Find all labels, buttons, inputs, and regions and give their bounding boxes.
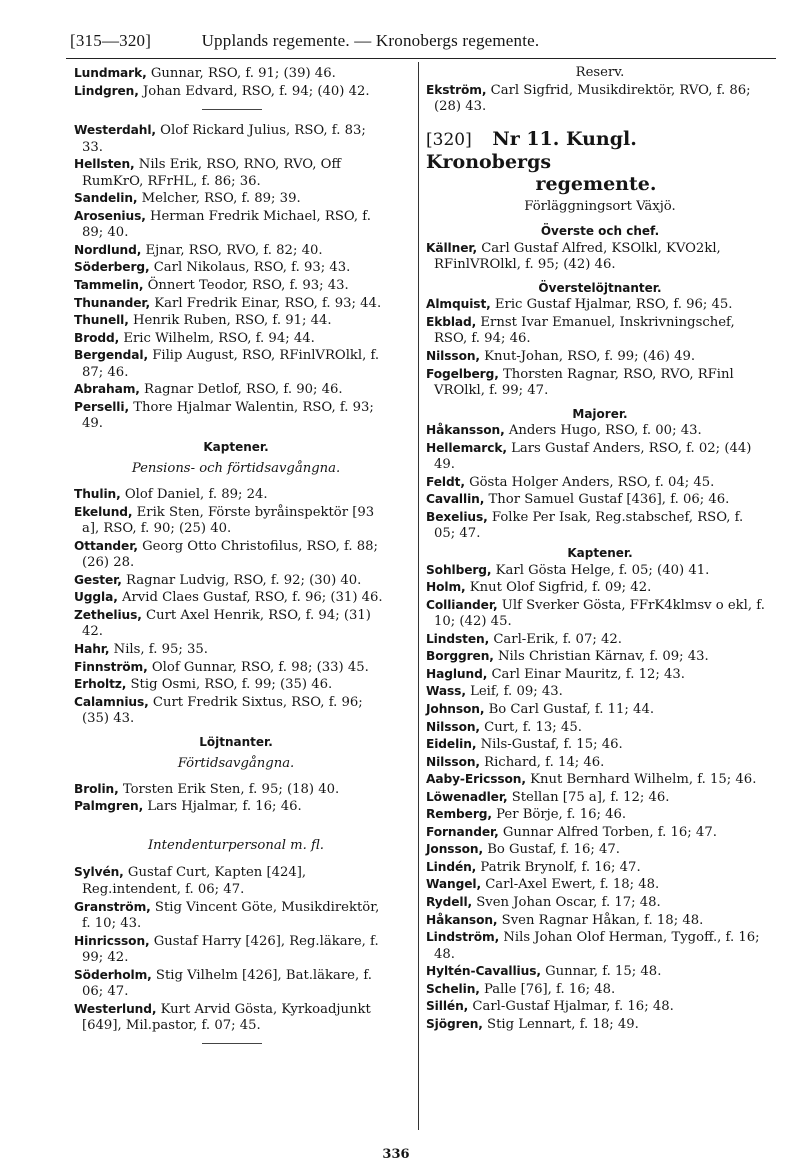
entry-surname: Hinricsson, [74,933,150,948]
entry-details: Ejnar, RSO, RVO, f. 82; 40. [145,242,323,258]
roster-entry [74,65,390,83]
section-heading: Löjtnanter. [199,734,273,749]
entry-surname: Hahr, [74,641,110,656]
entry-surname: Johnson, [426,701,485,716]
roster-entry [74,798,390,816]
entry-details: Lars Hjalmar, f. 16; 46. [147,799,302,815]
section-heading: Överste och chef. [540,224,660,239]
section-divider [202,109,262,110]
roster-entry [74,259,390,277]
roster-entry [74,242,390,260]
entry-details: Thorsten Ragnar, RSO, RVO, RFinl VROlkl, f. 99; 47. [434,366,734,399]
roster-entry [74,641,390,659]
entry-details: Stig Vincent Göte, Musikdirektör, f. 10; 43. [82,899,380,932]
entry-details: Nils Erik, RSO, RNO, RVO, Off RumKrO, RFrHL, f. 86; 36. [82,157,341,189]
section-heading: Kaptener. [203,439,269,454]
roster-entry [74,347,390,381]
roster-entry [426,509,766,543]
entry-details: Gustaf Harry [426], Reg.läkare, f. 99; 42. [82,933,379,966]
entry-surname: Feldt, [426,474,465,489]
entry-details: Karl Gösta Helge, f. 05; (40) 41. [495,562,710,578]
entry-details: Ulf Sverker Gösta, FFrK4klmsv o ekl, f. 10; (42) 45. [434,597,765,630]
entry-surname: Abraham, [74,382,140,397]
entry-details: Gunnar, RSO, f. 91; (39) 46. [150,66,336,81]
entry-surname: Gester, [74,572,122,587]
entry-surname: Ekelund, [74,504,133,519]
roster-entry [426,754,766,772]
roster-entry [74,933,390,967]
entry-surname: Thulin, [74,487,121,502]
entry-surname: Håkansson, [426,423,505,438]
entry-details: Anders Hugo, RSO, f. 00; 43. [508,423,702,439]
page-range: [315—320] [70,31,152,50]
subsection-heading: Förtidsavgångna. [177,756,295,772]
entry-surname: Sylvén, [74,865,124,880]
entry-details: Nils Christian Kärnav, f. 09; 43. [498,649,709,665]
entry-details: Lars Gustaf Anders, RSO, f. 02; (44) 49. [434,440,752,473]
roster-entry [74,312,390,330]
entry-surname: Eidelin, [426,737,477,752]
roster-entry [426,859,766,877]
entry-surname: Thunell, [74,313,129,328]
entry-list [74,122,390,433]
entry-details: Knut Bernhard Wilhelm, f. 15; 46. [530,772,757,788]
entry-details: Carl Gustaf Alfred, KSOlkl, KVO2kl, RFinlVROlkl, f. 95; (42) 46. [434,240,721,273]
entry-list [74,781,390,816]
entry-list [426,240,766,274]
entry-surname: Nordlund, [74,242,142,257]
entry-surname: Hellemarck, [426,440,507,455]
entry-details: Gunnar Alfred Torben, f. 16; 47. [502,824,717,840]
roster-entry [426,912,766,930]
roster-entry [74,504,390,538]
entry-surname: Westerdahl, [74,123,156,138]
roster-entry [74,83,390,101]
entry-details: Stellan [75 a], f. 12; 46. [511,789,670,805]
entry-details: Sven Johan Oscar, f. 17; 48. [476,894,661,910]
entry-details: Eric Gustaf Hjalmar, RSO, f. 96; 45. [494,297,733,313]
entry-details: Gunnar, f. 15; 48. [545,964,662,980]
entry-surname: Borggren, [426,649,494,664]
section-heading: Kaptener. [567,546,633,561]
entry-surname: Sillén, [426,999,469,1014]
entry-surname: Sandelin, [74,191,138,206]
entry-surname: Lindén, [426,859,477,874]
entry-details: Kurt Arvid Gösta, Kyrkoadjunkt [649], Mil.pastor, f. 07; 45. [82,1001,371,1034]
entry-details: Palle [76], f. 16; 48. [484,981,616,997]
roster-entry [426,348,766,366]
roster-entry [426,440,766,474]
entry-surname: Håkanson, [426,912,498,927]
entry-surname: Källner, [426,240,478,255]
entry-details: Carl Sigfrid, Musikdirektör, RVO, f. 86; (28) 43. [434,82,751,115]
section-heading: Överstelöjtnanter. [538,280,662,295]
entry-surname: Lundmark, [74,66,147,80]
roster-entry [74,381,390,399]
entry-surname: Colliander, [426,597,498,612]
entry-list [74,65,390,100]
roster-entry [426,929,766,963]
entry-surname: Hyltén-Cavallius, [426,964,541,979]
entry-details: Olof Rickard Julius, RSO, f. 83; 33. [82,123,366,155]
roster-entry [426,240,766,274]
entry-surname: Calamnius, [74,694,149,709]
roster-entry [426,998,766,1016]
entry-surname: Holm, [426,580,466,595]
entry-details: Curt Axel Henrik, RSO, f. 94; (31) 42. [82,607,371,640]
roster-entry [74,399,390,433]
entry-surname: Arosenius, [74,208,146,223]
entry-details: Carl-Gustaf Hjalmar, f. 16; 48. [472,999,674,1015]
entry-surname: Uggla, [74,590,118,605]
entry-details: Bo Carl Gustaf, f. 11; 44. [488,701,655,717]
entry-details: Thor Samuel Gustaf [436], f. 06; 46. [488,492,730,508]
roster-entry [74,607,390,641]
page-header [70,31,760,51]
entry-surname: Ekström, [426,82,487,97]
entry-surname: Lindgren, [74,83,139,98]
entry-surname: Fogelberg, [426,366,499,381]
entry-details: Carl-Erik, f. 07; 42. [493,631,622,647]
page-number: 336 [382,1147,410,1162]
entry-details: Curt, f. 13; 45. [484,719,582,735]
roster-entry [74,676,390,694]
entry-details: Melcher, RSO, f. 89; 39. [141,191,301,207]
roster-entry [74,694,390,728]
roster-entry [426,296,766,314]
entry-surname: Nilsson, [426,349,480,364]
entry-list [426,82,766,116]
regiment-name-cont: regemente. [535,172,657,195]
entry-surname: Löwenadler, [426,789,508,804]
entry-surname: Brodd, [74,330,120,345]
roster-entry [74,190,390,208]
roster-entry [426,701,766,719]
entry-details: Ragnar Ludvig, RSO, f. 92; (30) 40. [125,572,362,588]
entry-details: Erik Sten, Förste byråinspektör [93 a], RSO, f. 90; (25) 40. [82,504,375,537]
entry-surname: Hellsten, [74,157,135,172]
entry-surname: Tammelin, [74,278,144,293]
section-heading: Majorer. [572,406,628,421]
entry-details: Ragnar Detlof, RSO, f. 90; 46. [144,382,343,398]
entry-surname: Söderholm, [74,967,152,982]
entry-details: Ernst Ivar Emanuel, Inskrivningschef, RSO, f. 94; 46. [434,314,735,347]
roster-entry [426,597,766,631]
roster-entry [426,876,766,894]
entry-surname: Sjögren, [426,1016,483,1031]
entry-surname: Wangel, [426,877,482,892]
entry-list [74,864,390,1034]
left-column [74,65,390,1056]
roster-entry [426,981,766,999]
entry-surname: Palmgren, [74,799,144,814]
entry-details: Patrik Brynolf, f. 16; 47. [480,859,641,875]
entry-details: Richard, f. 14; 46. [484,754,605,770]
entry-details: Olof Daniel, f. 89; 24. [124,487,268,503]
roster-entry [426,82,766,116]
entry-surname: Söderberg, [74,260,150,275]
entry-surname: Remberg, [426,807,492,822]
entry-surname: Finnström, [74,659,148,674]
entry-surname: Aaby-Ericsson, [426,772,526,787]
roster-entry [74,486,390,504]
roster-entry [426,579,766,597]
roster-entry [426,562,766,580]
garrison-line: Förläggningsort Växjö. [524,198,676,214]
subsection-heading: Intendenturpersonal m. fl. [147,837,325,853]
roster-entry [74,572,390,590]
regiment-title [426,128,766,195]
entry-surname: Lindsten, [426,631,490,646]
entry-list [74,486,390,728]
entry-details: Eric Wilhelm, RSO, f. 94; 44. [123,330,315,346]
entry-details: Karl Fredrik Einar, RSO, f. 93; 44. [154,295,382,311]
entry-details: Stig Vilhelm [426], Bat.läkare, f. 06; 47. [82,967,372,1000]
column-divider [418,62,419,1130]
regiment-name: Nr 11. Kungl. Kronobergs [426,127,637,173]
entry-details: Knut Olof Sigfrid, f. 09; 42. [469,580,652,596]
roster-entry [426,366,766,400]
roster-entry [426,422,766,440]
roster-entry [74,781,390,799]
roster-entry [74,330,390,348]
subsection-heading: Pensions- och förtidsavgångna. [131,461,341,477]
entry-surname: Ottander, [74,538,138,553]
entry-details: Carl-Axel Ewert, f. 18; 48. [485,877,660,893]
entry-list [426,422,766,543]
entry-details: Georg Otto Christofilus, RSO, f. 88; (26) 28. [82,538,378,571]
entry-details: Per Börje, f. 16; 46. [496,807,627,823]
roster-entry [74,156,390,190]
roster-entry [426,806,766,824]
entry-details: Olof Gunnar, RSO, f. 98; (33) 45. [151,659,369,675]
entry-surname: Sohlberg, [426,562,492,577]
entry-surname: Fornander, [426,824,499,839]
entry-details: Nils-Gustaf, f. 15; 46. [480,737,623,753]
entry-details: Nils Johan Olof Herman, Tygoff., f. 16; 48. [434,930,760,962]
roster-entry [426,841,766,859]
header-rule [66,58,776,59]
entry-details: Curt Fredrik Sixtus, RSO, f. 96; (35) 43. [82,694,363,727]
roster-entry [426,666,766,684]
entry-details: Önnert Teodor, RSO, f. 93; 43. [147,278,349,294]
entry-details: Stig Osmi, RSO, f. 99; (35) 46. [130,677,333,693]
roster-entry [74,589,390,607]
entry-surname: Westerlund, [74,1001,157,1016]
entry-details: Bo Gustaf, f. 16; 47. [487,842,620,858]
entry-surname: Erholtz, [74,677,127,692]
entry-details: Knut-Johan, RSO, f. 99; (46) 49. [484,349,696,365]
roster-entry [426,314,766,348]
roster-entry [74,899,390,933]
roster-entry [74,208,390,242]
roster-entry [74,967,390,1001]
entry-details: Stig Lennart, f. 18; 49. [487,1016,639,1032]
entry-details: Gustaf Curt, Kapten [424], Reg.intendent, f. 06; 47. [82,865,307,897]
regiment-number: [320] [426,129,472,150]
roster-entry [74,277,390,295]
entry-surname: Brolin, [74,781,119,796]
right-column [426,65,766,1033]
entry-details: Gösta Holger Anders, RSO, f. 04; 45. [469,474,715,490]
entry-surname: Almquist, [426,297,491,312]
entry-surname: Nilsson, [426,719,480,734]
entry-surname: Nilsson, [426,754,480,769]
entry-details: Filip August, RSO, RFinlVROlkl, f. 87; 46. [82,348,380,380]
entry-list [426,296,766,399]
entry-surname: Perselli, [74,399,129,414]
entry-surname: Wass, [426,684,466,699]
entry-details: Leif, f. 09; 43. [470,684,563,700]
roster-entry [74,122,390,156]
entry-details: Johan Edvard, RSO, f. 94; (40) 42. [142,83,370,99]
roster-entry [74,659,390,677]
roster-entry [74,864,390,898]
entry-surname: Haglund, [426,666,488,681]
entry-details: Carl Einar Mauritz, f. 12; 43. [491,666,685,682]
entry-surname: Bexelius, [426,509,488,524]
entry-surname: Rydell, [426,894,473,909]
entry-surname: Granström, [74,899,151,914]
entry-details: Thore Hjalmar Walentin, RSO, f. 93; 49. [82,399,374,432]
roster-entry [426,824,766,842]
entry-surname: Lindström, [426,930,500,945]
entry-surname: Zethelius, [74,607,142,622]
entry-surname: Thunander, [74,295,151,310]
roster-entry [426,648,766,666]
entry-details: Torsten Erik Sten, f. 95; (18) 40. [122,781,340,797]
entry-surname: Bergendal, [74,348,148,363]
entry-list [426,562,766,1034]
entry-details: Folke Per Isak, Reg.stabschef, RSO, f. 05; 47. [434,509,744,542]
roster-entry [426,963,766,981]
roster-entry [426,789,766,807]
roster-entry [426,631,766,649]
roster-entry [426,474,766,492]
entry-surname: Cavallin, [426,492,485,507]
roster-entry [426,683,766,701]
entry-surname: Ekblad, [426,314,477,329]
entry-details: Herman Fredrik Michael, RSO, f. 89; 40. [82,208,371,241]
roster-entry [426,1016,766,1034]
roster-entry [426,719,766,737]
entry-details: Sven Ragnar Håkan, f. 18; 48. [501,912,704,928]
roster-entry [74,538,390,572]
roster-entry [74,1001,390,1035]
page-title: Upplands regemente. — Kronobergs regemente. [201,31,540,50]
entry-details: Carl Nikolaus, RSO, f. 93; 43. [153,260,351,276]
entry-details: Nils, f. 95; 35. [113,641,208,657]
entry-surname: Schelin, [426,981,480,996]
entry-details: Arvid Claes Gustaf, RSO, f. 96; (31) 46. [121,590,383,606]
roster-entry [74,295,390,313]
section-divider [202,1043,262,1044]
roster-entry [426,894,766,912]
roster-entry [426,491,766,509]
entry-details: Henrik Ruben, RSO, f. 91; 44. [133,313,332,329]
section-heading: Reserv. [575,65,625,80]
roster-entry [426,771,766,789]
roster-entry [426,736,766,754]
entry-surname: Jonsson, [426,842,483,857]
